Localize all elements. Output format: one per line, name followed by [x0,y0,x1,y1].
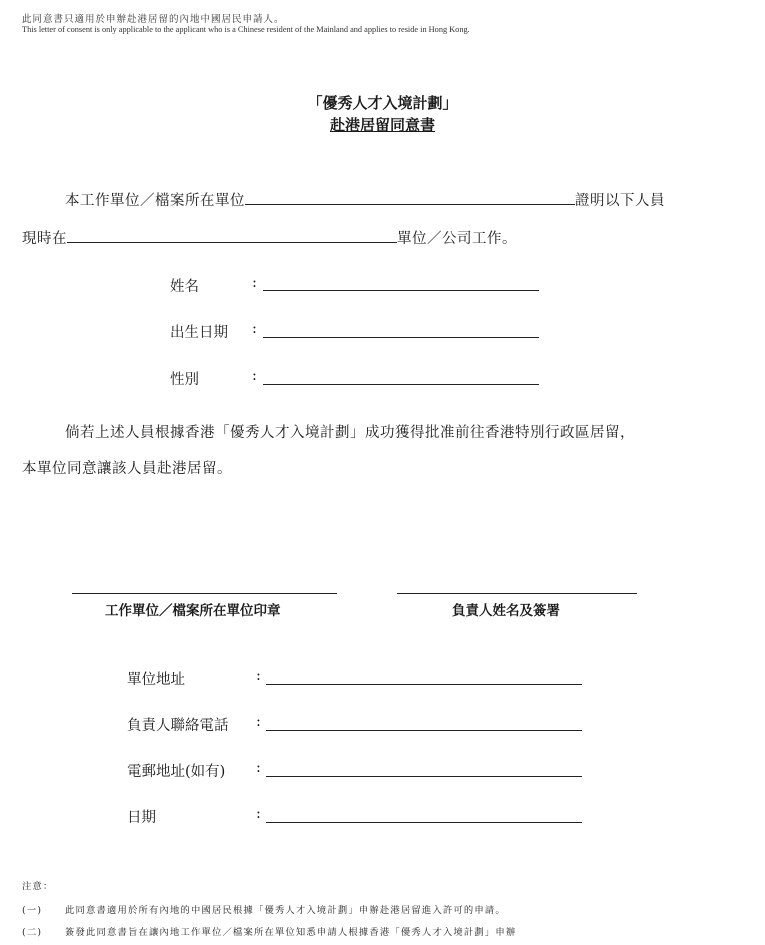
sex-label: 性別 [170,372,199,388]
dob-colon: : [252,321,257,337]
email-line[interactable] [266,776,582,777]
date-label: 日期 [127,810,156,826]
document-subtitle: 赴港居留同意書 [329,116,435,134]
contact-phone-line[interactable] [266,730,582,731]
sex-colon: : [252,368,257,384]
contact-phone-colon: : [256,714,261,730]
date-colon: : [256,806,261,822]
certify-line-2 [22,227,517,248]
unit-address-colon: : [256,668,261,684]
unit-address-line[interactable] [266,684,582,685]
dob-field-line[interactable] [263,337,539,338]
dob-label: 出生日期 [170,325,228,341]
consent-line-2: 本單位同意讓該人員赴港居留。 [22,461,232,477]
name-field-line[interactable] [263,290,539,291]
email-colon: : [256,760,261,776]
notes-heading: 注意： [22,881,54,892]
employer-name-blank[interactable] [245,191,575,205]
certify-line-2-suffix: 單位／公司工作。 [397,231,517,247]
note-2-number: (二) [22,927,43,938]
signature-caption: 負責人姓名及簽署 [452,603,560,619]
sex-field-line[interactable] [263,384,539,385]
consent-line-1: 倘若上述人員根據香港「優秀人才入境計劃」成功獲得批准前往香港特別行政區居留， [65,425,635,441]
note-1-text: 此同意書適用於所有內地的中國居民根據「優秀人才入境計劃」申辦赴港居留進入許可的申請。 [65,905,506,916]
certify-line-2-prefix: 現時在 [22,231,67,247]
notice-chinese: 此同意書只適用於申辦赴港居留的內地中國居民申請人。 [22,14,285,25]
contact-phone-label: 負責人聯絡電話 [127,718,229,734]
signature-line[interactable] [397,593,637,594]
seal-caption: 工作單位／檔案所在單位印章 [105,603,281,619]
certify-line-1-suffix: 證明以下人員 [575,193,665,209]
name-label: 姓名 [170,279,199,295]
seal-line[interactable] [72,593,337,594]
notice-english: This letter of consent is only applicable to the applicant who is a Chinese resident of the Mainland and applies to reside in Hong Kong. [22,25,470,34]
certify-line-1 [65,189,665,210]
note-1-number: (一) [22,905,43,916]
email-label: 電郵地址(如有) [127,764,226,780]
workplace-name-blank[interactable] [67,229,397,243]
note-2-text: 簽發此同意書旨在讓內地工作單位／檔案所在單位知悉申請人根據香港「優秀人才入境計劃」申辦 [65,927,517,938]
unit-address-label: 單位地址 [127,672,185,688]
certify-line-1-prefix: 本工作單位／檔案所在單位 [65,193,245,209]
document-title: 「優秀人才入境計劃」 [307,94,458,112]
name-colon: : [252,275,257,291]
date-line[interactable] [266,822,582,823]
